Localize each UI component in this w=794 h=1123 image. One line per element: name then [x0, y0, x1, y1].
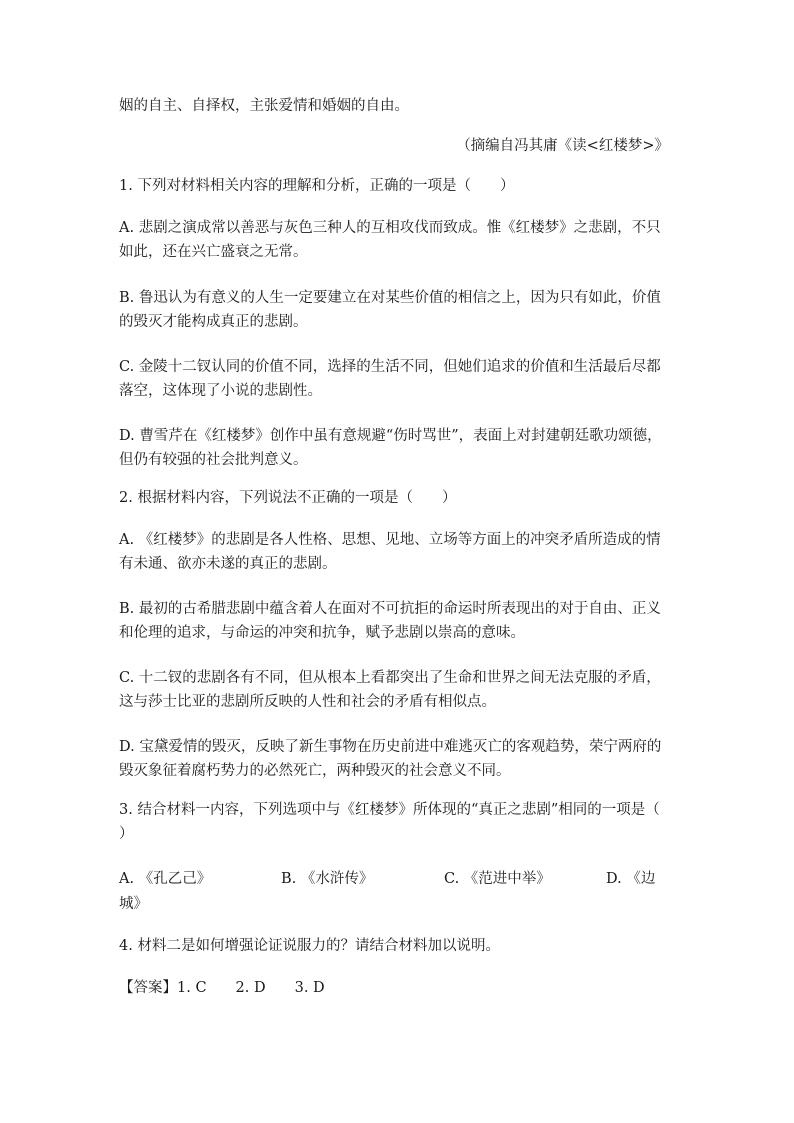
- q3-option-b: B. 《水浒传》: [281, 871, 374, 887]
- q2-option-a: A. 《红楼梦》的悲剧是各人性格、思想、见地、立场等方面上的冲突矛盾所造成的情有未通、欲亦未遂的真正的悲剧。: [119, 532, 661, 572]
- q1-option-b: B. 鲁迅认为有意义的人生一定要建立在对某些价值的相信之上，因为只有如此，价值的毁灭才能构成真正的悲剧。: [119, 290, 661, 330]
- q3-option-d-continued: 城》: [119, 896, 148, 912]
- answer-values: 1. C 2. D 3. D: [177, 980, 325, 996]
- q1-option-a: A. 悲剧之演成常以善恶与灰色三种人的互相攻伐而致成。惟《红楼梦》之悲剧，不只如此，还在兴亡盛衰之无常。: [119, 220, 661, 260]
- q2-option-b: B. 最初的古希腊悲剧中蕴含着人在面对不可抗拒的命运时所表现出的对于自由、正义和伦理的追求，与命运的冲突和抗争，赋予悲剧以崇高的意味。: [119, 601, 661, 641]
- q1-option-c: C. 金陵十二钗认同的价值不同，选择的生活不同，但她们追求的价值和生活最后尽都落空，这体现了小说的悲剧性。: [119, 359, 661, 399]
- question-2: 2. 根据材料内容，下列说法不正确的一项是（ ）: [119, 490, 457, 506]
- q3-option-a: A. 《孔乙己》: [119, 871, 212, 887]
- answer-label: 【答案】: [119, 980, 177, 996]
- answer-line: [119, 976, 675, 1000]
- q1-option-d: D. 曹雪芹在《红楼梦》创作中虽有意规避“伤时骂世”，表面上对封建朝廷歌功颂德，但仍有较强的社会批判意义。: [119, 428, 662, 468]
- q2-option-c: C. 十二钗的悲剧各有不同，但从根本上看都突出了生命和世界之间无法克服的矛盾，这与莎士比亚的悲剧所反映的人性和社会的矛盾有相似点。: [119, 670, 661, 710]
- question-1: 1. 下列对材料相关内容的理解和分析，正确的一项是（ ）: [119, 178, 515, 194]
- question-4: 4. 材料二是如何增强论证说服力的？请结合材料加以说明。: [119, 938, 500, 954]
- paragraph-continuation: 姻的自主、自择权，主张爱情和婚姻的自由。: [119, 98, 409, 114]
- q3-option-d: D. 《边: [606, 871, 656, 887]
- question-3: 3. 结合材料一内容，下列选项中与《红楼梦》所体现的“真正之悲剧”相同的一项是（ ）: [119, 802, 689, 842]
- q2-option-d: D. 宝黛爱情的毁灭，反映了新生事物在历史前进中难逃灭亡的客观趋势，荣宁两府的毁灭象征着腐朽势力的必然死亡，两种毁灭的社会意义不同。: [119, 739, 662, 779]
- q3-option-c: C. 《范进中举》: [444, 871, 551, 887]
- source-citation: （摘编自冯其庸《读<红楼梦>》: [456, 138, 669, 154]
